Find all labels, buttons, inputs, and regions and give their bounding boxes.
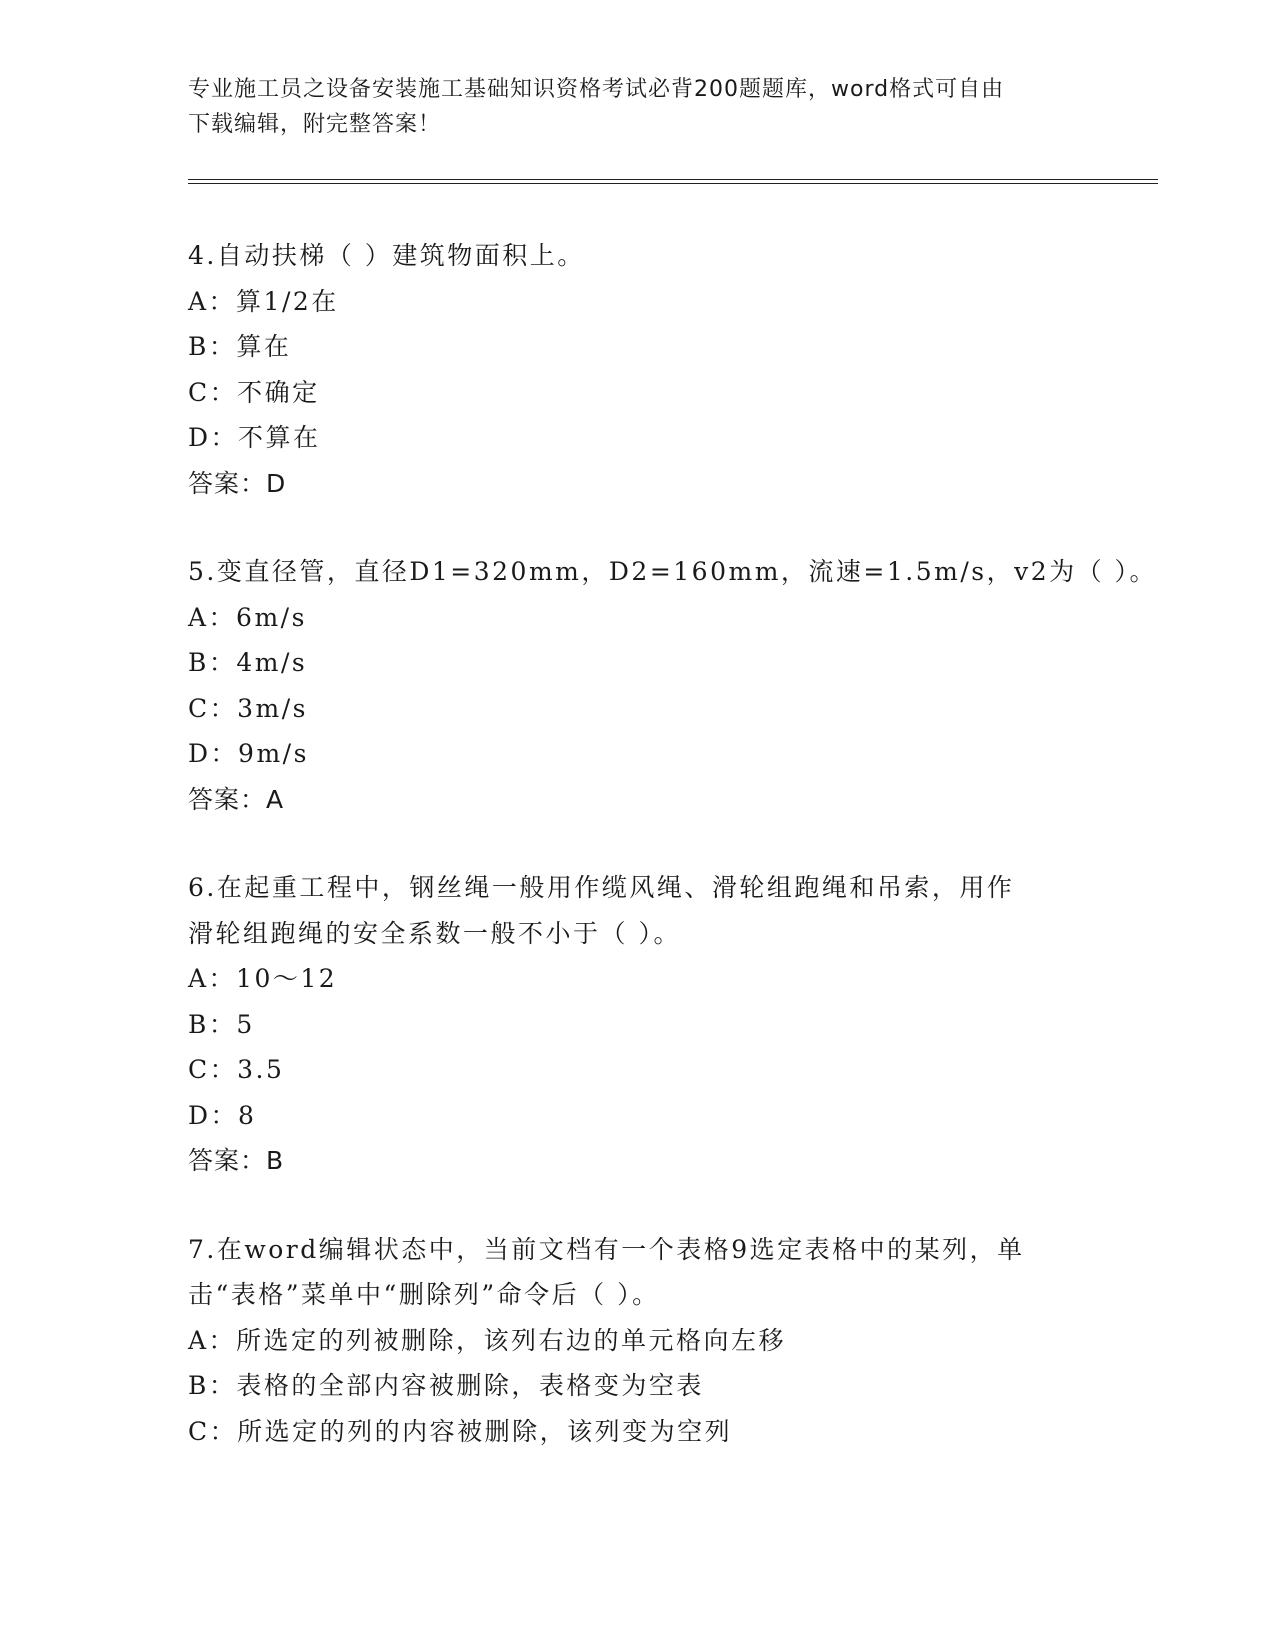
option-d: D：8 [188, 1100, 257, 1130]
option-b: B：表格的全部内容被删除，表格变为空表 [188, 1371, 704, 1400]
question-stem [188, 233, 1108, 279]
option-d: D：9m/s [188, 739, 309, 768]
option-c: C：不确定 [188, 377, 320, 407]
question-list [188, 233, 1158, 1497]
stem-line: 滑轮组跑绳的安全系数一般不小于（ ）。 [188, 918, 681, 948]
stem-line: 5.变直径管，直径D1=320mm，D2=160mm，流速=1.5m/s，v2为（ ）。 [188, 557, 1158, 586]
header-line-1: 专业施工员之设备安装施工基础知识资格考试必背200题题库，word格式可自由 [188, 77, 1005, 102]
stem-line: 7.在word编辑状态中，当前文档有一个表格9选定表格中的某列，单 [188, 1234, 1025, 1264]
option-a: A：所选定的列被删除，该列右边的单元格向左移 [188, 1325, 787, 1355]
header-divider-top [188, 179, 1158, 180]
question-stem [188, 1227, 1108, 1318]
option-a: A：6m/s [188, 602, 307, 632]
question-stem [188, 865, 1108, 956]
answer-line: 答案：D [188, 468, 287, 498]
option-b: B：算在 [188, 332, 292, 361]
question-5 [188, 549, 1158, 822]
question-4 [188, 233, 1108, 506]
document-header [188, 72, 1088, 142]
option-c: C：3.5 [188, 1055, 285, 1084]
stem-line: 击“表格”菜单中“删除列”命令后（ ）。 [188, 1280, 660, 1309]
option-c: C：3m/s [188, 693, 308, 723]
option-b: B：4m/s [188, 648, 308, 677]
question-6 [188, 865, 1108, 1184]
option-a: A：算1/2在 [188, 286, 339, 316]
option-c: C：所选定的列的内容被删除，该列变为空列 [188, 1416, 733, 1446]
option-b: B：5 [188, 1009, 255, 1039]
option-d: D：不算在 [188, 423, 321, 452]
answer-line: 答案：B [188, 1146, 285, 1175]
stem-line: 4.自动扶梯（ ）建筑物面积上。 [188, 241, 585, 270]
question-stem [188, 549, 1158, 595]
answer-line: 答案：A [188, 784, 285, 814]
question-7 [188, 1227, 1108, 1455]
stem-line: 6.在起重工程中，钢丝绳一般用作缆风绳、滑轮组跑绳和吊索，用作 [188, 873, 1015, 902]
option-a: A：10～12 [188, 964, 338, 993]
header-divider-bottom [188, 183, 1158, 184]
header-line-2: 下载编辑，附完整答案！ [188, 112, 442, 137]
